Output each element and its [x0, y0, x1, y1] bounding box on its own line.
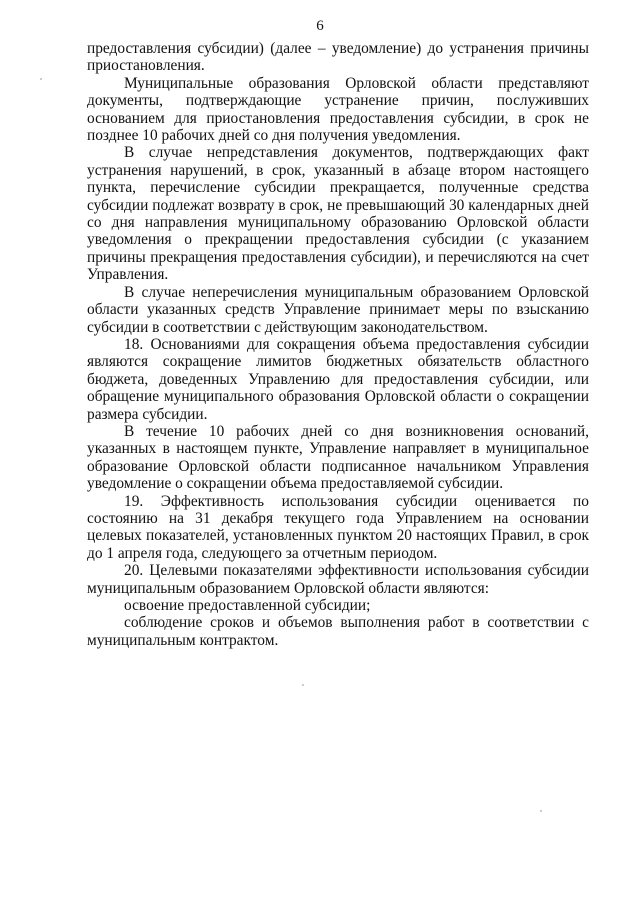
scan-speck — [40, 78, 42, 80]
paragraph-non-submission: В случае непредставления документов, подтверждающих факт устранения нарушений, в срок, указанный в абзаце втором настоящего пункта, перечисление субсидии прекращается, полученные средства субсидии подлежат возврату в срок, не превышающий 30 календарных дней со дня направления муниципальному образованию Орловской области уведомления о прекращении предоставления субсидии (с указанием причины прекращения предоставления субсидии), и перечисляются на счет Управления. — [87, 144, 589, 284]
paragraph-reduction-notice: В течение 10 рабочих дней со дня возникновения оснований, указанных в настоящем пункте, Управление направляет в муниципальное образование Орловской области подписанное начальником Управления уведомление о сокращении объема предоставляемой субсидии. — [87, 422, 589, 493]
document-body — [87, 40, 589, 649]
scan-speck — [302, 684, 304, 686]
paragraph-indicator-1: освоение предоставленной субсидии; — [124, 597, 371, 614]
scan-speck — [540, 810, 542, 812]
paragraph-item-18: 18. Основаниями для сокращения объема предоставления субсидии являются сокращение лимитов бюджетных обязательств областного бюджета, доведенных Управлению для предоставления субсидии, или обращение муниципального образования Орловской области о сокращении размера субсидии. — [87, 335, 589, 423]
paragraph-continuation: предоставления субсидии) (далее – уведомление) до устранения причины приостановления. — [87, 40, 589, 75]
paragraph-document-submission: Муниципальные образования Орловской области представляют документы, подтверждающие устранение причин, послуживших основанием для приостановления предоставления субсидии, в срок не позднее 10 рабочих дней со дня получения уведомления. — [87, 74, 589, 145]
paragraph-item-19: 19. Эффективность использования субсидии оценивается по состоянию на 31 декабря текущего года Управлением на основании целевых показателей, установленных пунктом 20 настоящих Правил, в срок до 1 апреля года, следующего за отчетным периодом. — [87, 492, 589, 562]
paragraph-non-transfer: В случае неперечисления муниципальным образованием Орловской области указанных средств Управление принимает меры по взысканию субсидии в соответствии с действующим законодательством. — [87, 283, 589, 336]
paragraph-item-20: 20. Целевыми показателями эффективности использования субсидии муниципальным образованием Орловской области являются: — [87, 562, 589, 597]
paragraph-indicator-2: соблюдение сроков и объемов выполнения работ в соответствии с муниципальным контрактом. — [87, 614, 589, 649]
page-number: 6 — [316, 18, 324, 34]
